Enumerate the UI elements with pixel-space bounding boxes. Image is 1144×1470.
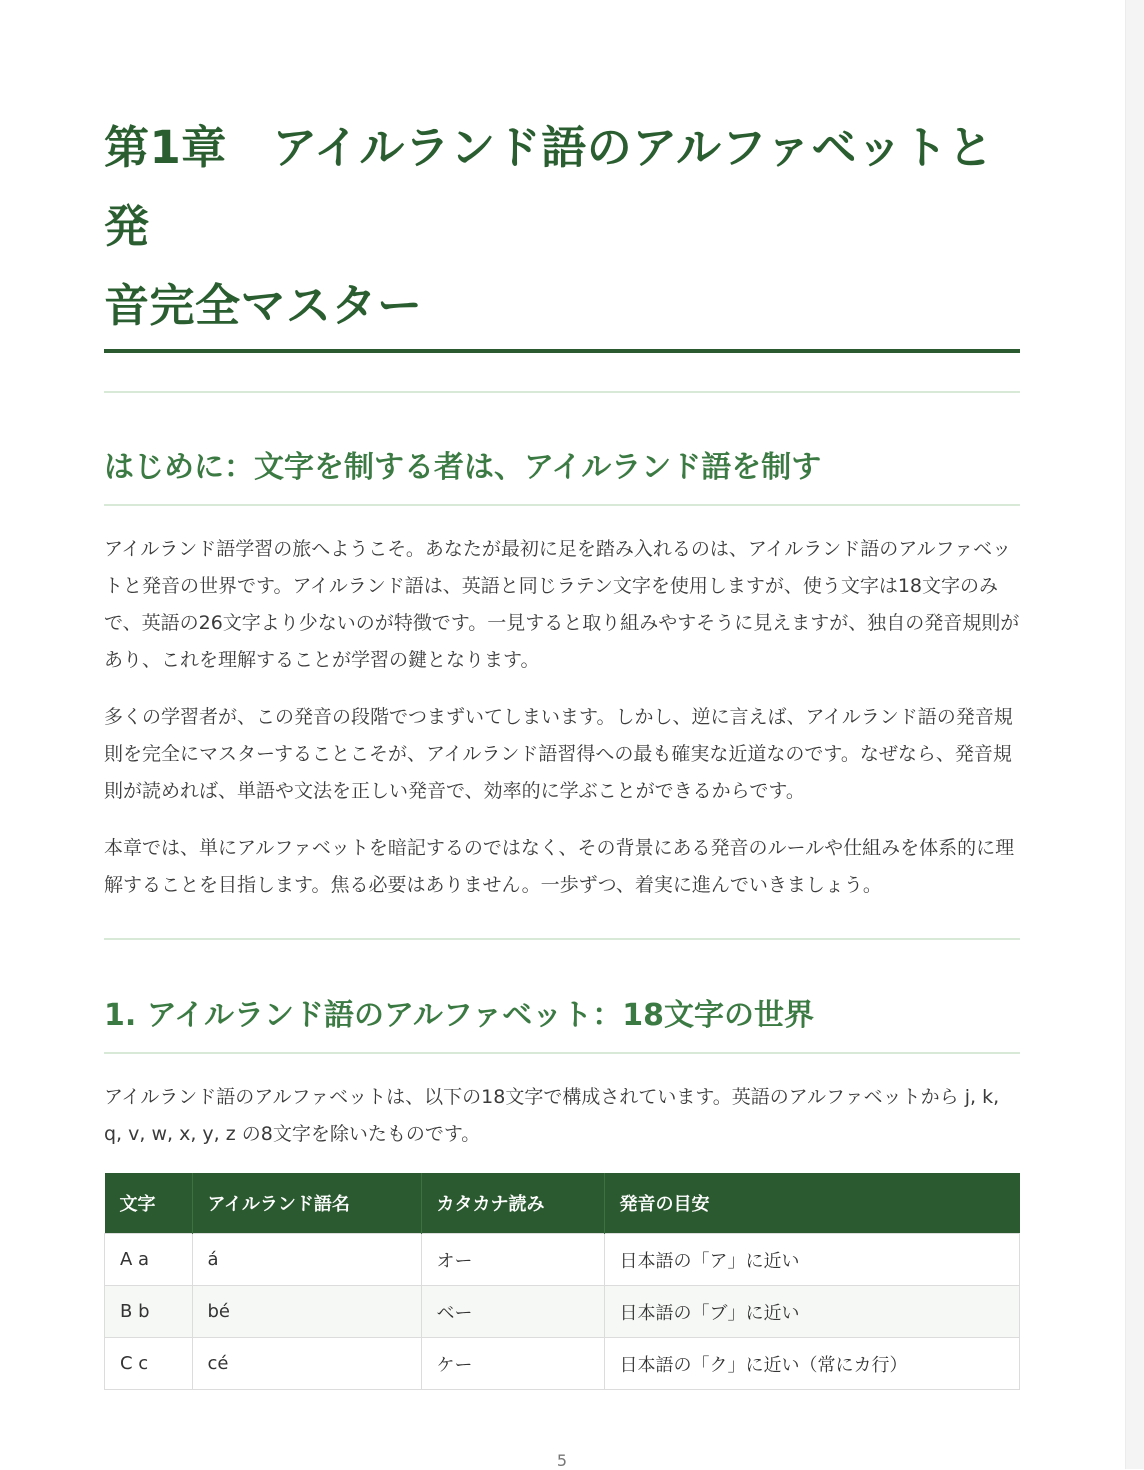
table-row: [105, 1338, 1020, 1390]
section-divider: [104, 391, 1020, 393]
cell-irish-name: bé: [192, 1286, 421, 1338]
intro-paragraph-2: 多くの学習者が、この発音の段階でつまずいてしまいます。しかし、逆に言えば、アイルランド語の発音規則を完全にマスターすることこそが、アイルランド語習得への最も確実な近道なのです。なぜなら、発音規則が読めれば、単語や文法を正しい発音で、効率的に学ぶことができるからです。: [104, 706, 1013, 802]
section1-paragraph: アイルランド語のアルファベットは、以下の18文字で構成されています。英語のアルファベットから j, k, q, v, w, x, y, z の8文字を除いたものです。: [104, 1086, 1000, 1145]
cell-irish-name: á: [192, 1234, 421, 1286]
intro-heading-rule: [104, 504, 1020, 506]
intro-paragraph-1: アイルランド語学習の旅へようこそ。あなたが最初に足を踏み入れるのは、アイルランド語のアルファベットと発音の世界です。アイルランド語は、英語と同じラテン文字を使用しますが、使う文字は18文字のみで、英語の26文字より少ないのが特徴です。一見すると取り組みやすそうに見えますが、独自の発音規則があり、これを理解することが学習の鍵となります。: [104, 538, 1020, 671]
chapter-title-line-2: 音完全マスター: [104, 279, 423, 332]
intro-paragraph-3: 本章では、単にアルファベットを暗記するのではなく、その背景にある発音のルールや仕組みを体系的に理解することを目指します。焦る必要はありません。一歩ずつ、着実に進んでいきましょう。: [104, 837, 1015, 896]
chapter-title-line-1: 第1章 アイルランド語のアルファベットと発: [104, 121, 994, 253]
page-edge-shadow: [1125, 0, 1144, 1469]
table-header-row: [105, 1173, 1020, 1234]
cell-katakana: ベー: [421, 1286, 604, 1338]
header-irish-name: アイルランド語名: [192, 1173, 421, 1234]
table-row: [105, 1234, 1020, 1286]
cell-irish-name: cé: [192, 1338, 421, 1390]
chapter-title-rule: [104, 349, 1020, 353]
cell-katakana: ケー: [421, 1338, 604, 1390]
header-katakana: カタカナ読み: [421, 1173, 604, 1234]
cell-letter: A a: [105, 1234, 193, 1286]
cell-pronunciation: 日本語の「ク」に近い（常にカ行）: [604, 1338, 1020, 1390]
page-number: 5: [556, 1451, 568, 1470]
cell-letter: C c: [105, 1338, 193, 1390]
section1-heading: 1. アイルランド語のアルファベット：18文字の世界: [104, 998, 814, 1033]
alphabet-table: [104, 1173, 1020, 1390]
chapter-title: [104, 108, 1020, 345]
section1-heading-rule: [104, 1052, 1020, 1054]
cell-letter: B b: [105, 1286, 193, 1338]
section-divider: [104, 938, 1020, 940]
cell-pronunciation: 日本語の「ブ」に近い: [604, 1286, 1020, 1338]
cell-katakana: オー: [421, 1234, 604, 1286]
table-row: [105, 1286, 1020, 1338]
intro-heading: はじめに：文字を制する者は、アイルランド語を制す: [104, 450, 822, 485]
header-letter: 文字: [105, 1173, 193, 1234]
cell-pronunciation: 日本語の「ア」に近い: [604, 1234, 1020, 1286]
page-content: [104, 108, 1020, 1390]
header-pronunciation: 発音の目安: [604, 1173, 1020, 1234]
